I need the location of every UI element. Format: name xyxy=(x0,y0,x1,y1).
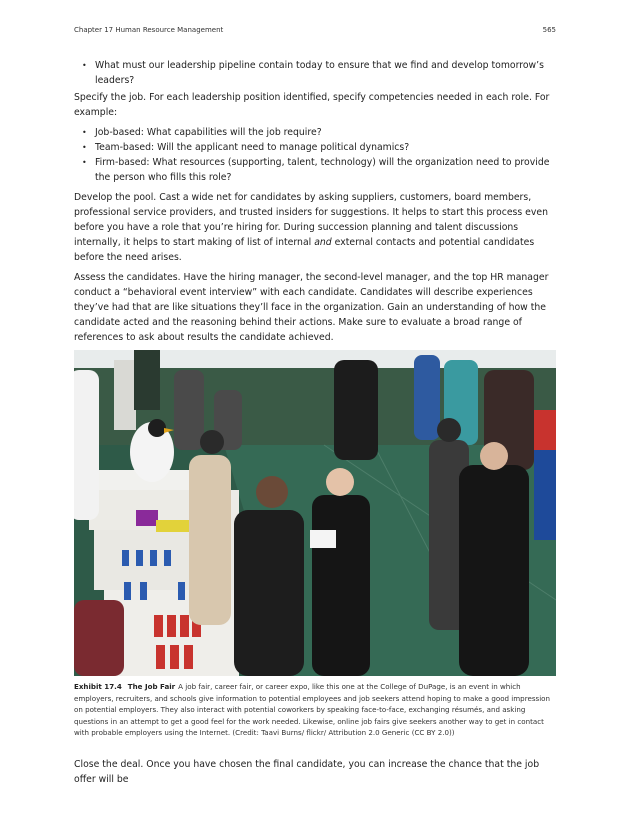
page-header xyxy=(74,26,556,38)
page-content xyxy=(74,58,556,792)
list-item: • Firm-based: What resources (supporting, talent, technology) will the organization need to provide the person who fills this role? xyxy=(74,155,556,185)
intro-bullet-list xyxy=(74,58,556,88)
specify-paragraph: Specify the job. For each leadership position identified, specify competencies needed in each role. For example: xyxy=(74,92,550,118)
figure-caption-text: A job fair, career fair, or career expo, like this one at the College of DuPage, is an event in which employers, recruiters, and schools give information to potential employees and job seekers attend hoping to make a good impression on potential employers. They also interact with potential coworkers by speaking face-to-face, exchanging résumés, and asking questions in an attempt to get a good feel for the work needed. Likewise, online job fairs give seekers another way to get in contact with probable employers using the Internet. (Credit: Taavi Burns/ flickr/ Attribution 2.0 Generic (CC BY 2.0)) xyxy=(74,682,551,738)
job-fair-photo xyxy=(74,350,556,676)
closing-paragraph: Close the deal. Once you have chosen the final candidate, you can increase the chance that the job offer will be xyxy=(74,758,540,785)
develop-emphasis: and xyxy=(314,237,332,248)
develop-paragraph xyxy=(74,190,556,265)
assess-paragraph: Assess the candidates. Have the hiring manager, the second-level manager, and the top HR manager conduct a “behavioral event interview” with each candidate. Candidates will describe experiences they’ve had that are like situations they’ll face in the organization. Gain an understanding of how the candidate acted and the reasoning behind their actions. Make sure to evaluate a broad range of references to ask about results the candidate achieved. xyxy=(74,272,549,343)
develop-text-before: Develop the pool. Cast a wide net for candidates by asking suppliers, customers, board members, professional service providers, and trusted insiders for suggestions. It helps to start this process even before you have a role that you’re hiring for. During succession planning and talent discussions internally, it helps to start making of list of internal xyxy=(74,192,549,248)
list-item: • What must our leadership pipeline contain today to ensure that we find and develop tomorrow’s leaders? xyxy=(74,58,556,88)
list-item: • Job-based: What capabilities will the job require? xyxy=(74,125,556,140)
list-item: • Team-based: Will the applicant need to manage political dynamics? xyxy=(74,140,556,155)
page-number: 565 xyxy=(542,26,556,34)
specify-bullet-list xyxy=(74,125,556,185)
figure-title: The Job Fair xyxy=(127,682,176,691)
figure-caption xyxy=(74,681,556,739)
chapter-title: Chapter 17 Human Resource Management xyxy=(74,26,224,34)
develop-text-after: external contacts and potential candidates before the need arises. xyxy=(74,237,535,263)
figure-label: Exhibit 17.4 xyxy=(74,682,122,691)
